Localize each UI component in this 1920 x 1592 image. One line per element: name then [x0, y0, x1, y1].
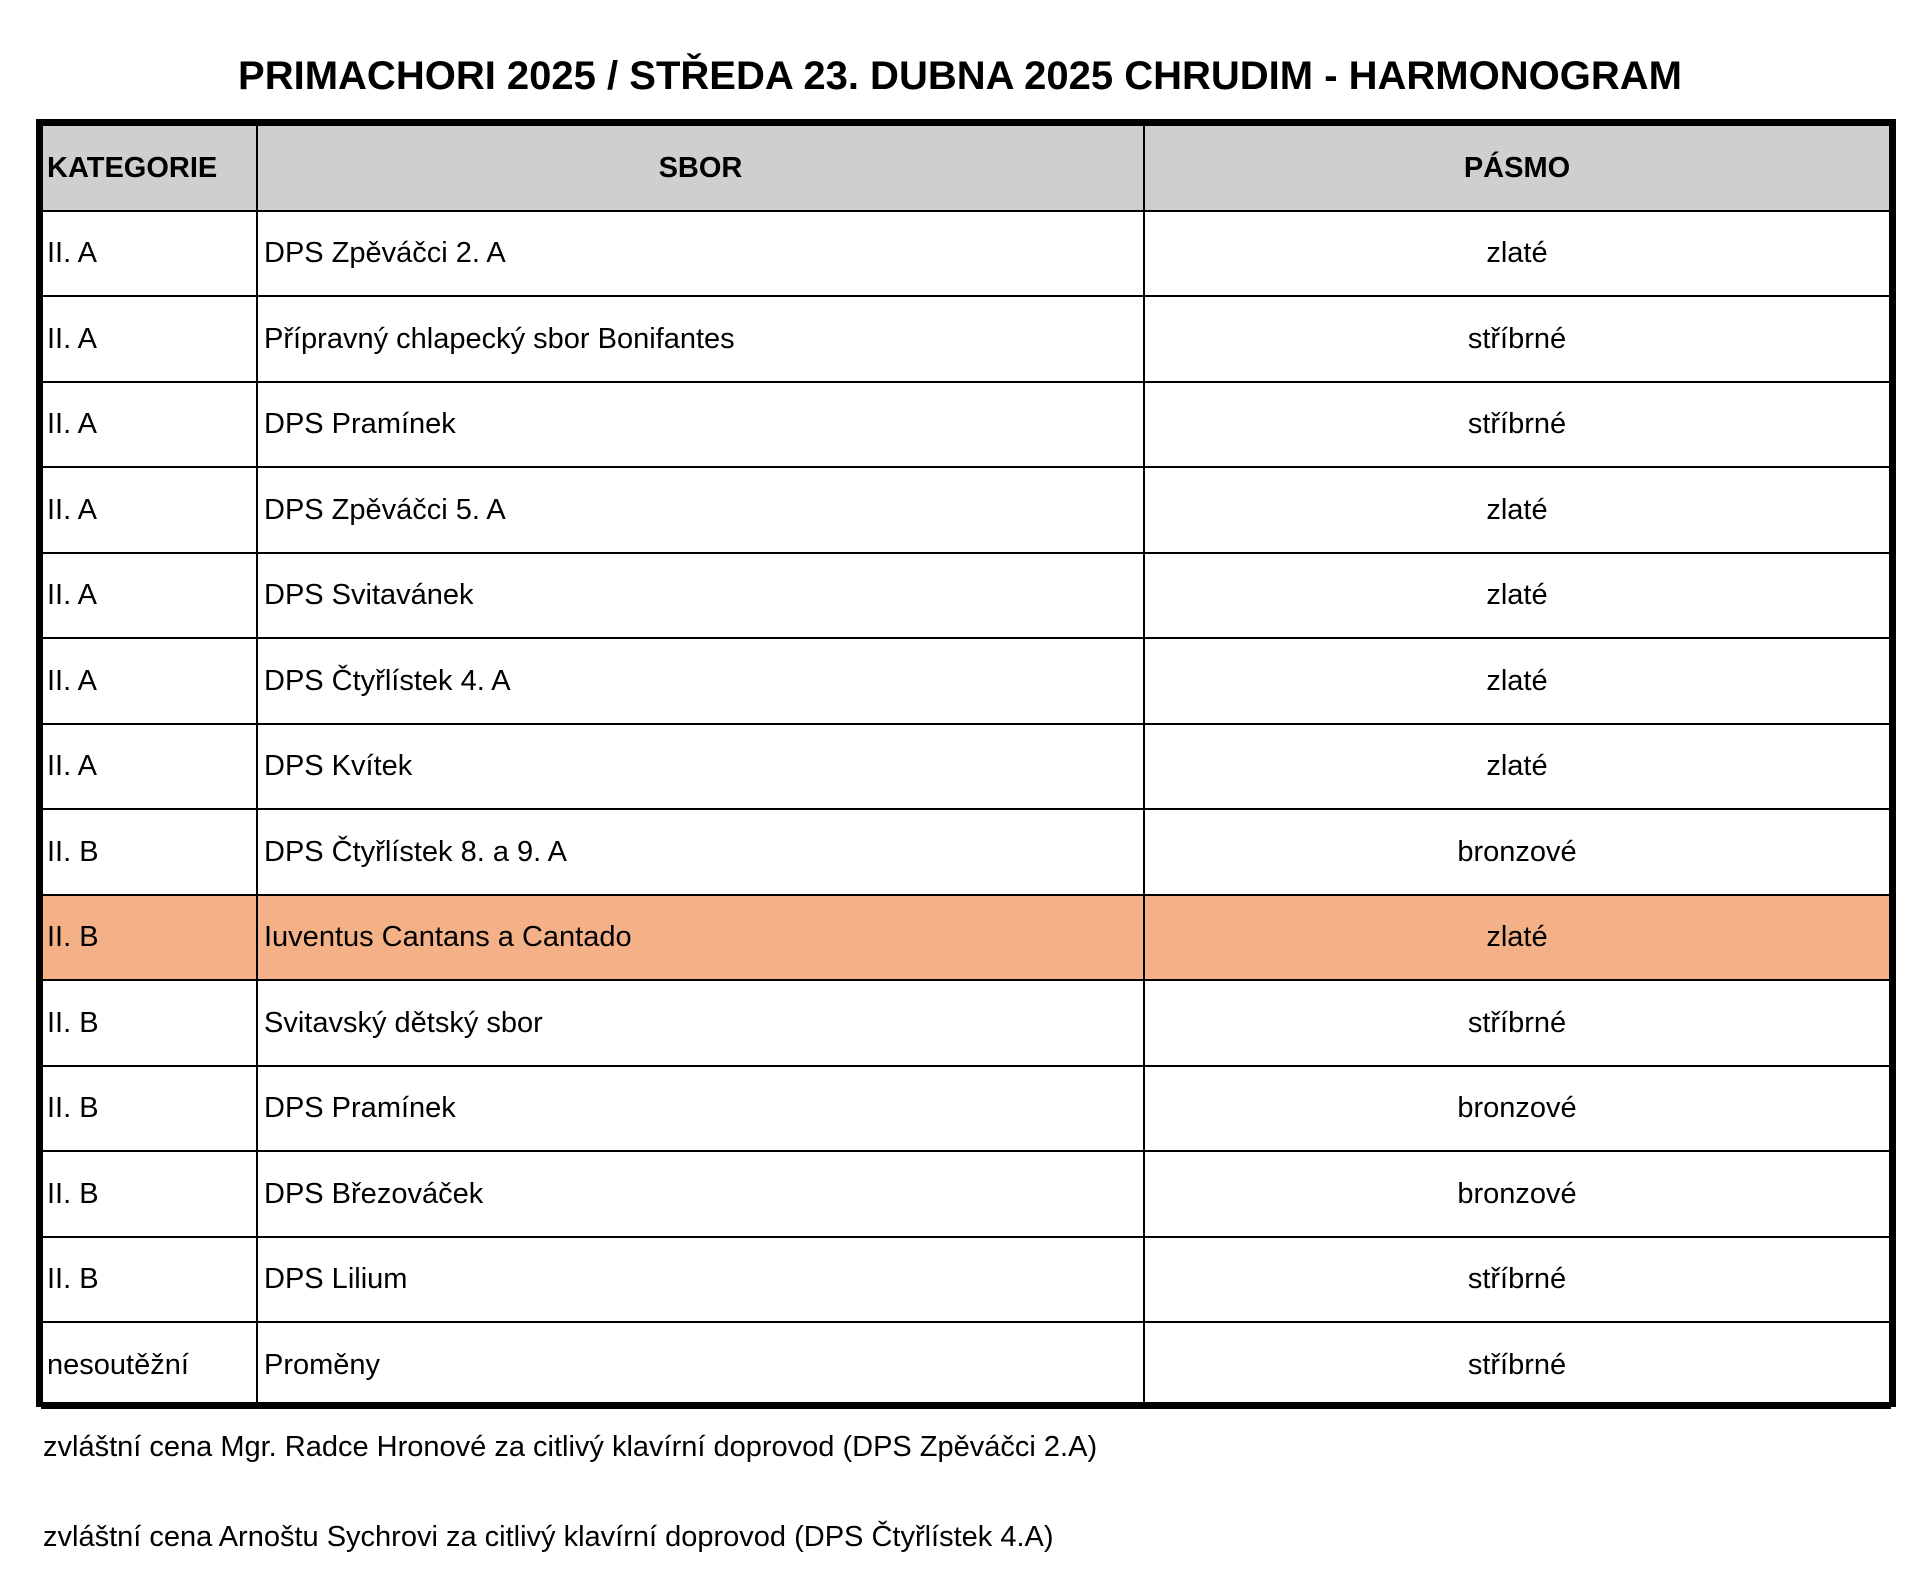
table-row — [42, 467, 1890, 553]
cell-kategorie: II. B — [42, 1066, 257, 1152]
cell-kategorie: II. A — [42, 724, 257, 810]
harmonogram-table-container — [36, 119, 1896, 1407]
cell-pasmo: bronzové — [1144, 809, 1890, 895]
cell-kategorie: II. B — [42, 980, 257, 1066]
cell-kategorie: II. A — [42, 638, 257, 724]
cell-pasmo: stříbrné — [1144, 1237, 1890, 1323]
cell-sbor: DPS Pramínek — [257, 1066, 1144, 1152]
table-row — [42, 1066, 1890, 1152]
table-row — [42, 638, 1890, 724]
cell-kategorie: II. B — [42, 809, 257, 895]
table-row — [42, 1322, 1890, 1408]
cell-kategorie: II. B — [42, 1151, 257, 1237]
special-award-note: zvláštní cena Mgr. Radce Hronové za citlivý klavírní doprovod (DPS Zpěváčci 2.A) — [43, 1431, 1098, 1463]
cell-pasmo: stříbrné — [1144, 296, 1890, 382]
cell-sbor: Svitavský dětský sbor — [257, 980, 1144, 1066]
header-sbor: SBOR — [257, 125, 1144, 211]
cell-kategorie: II. A — [42, 211, 257, 297]
cell-pasmo: zlaté — [1144, 211, 1890, 297]
cell-kategorie: nesoutěžní — [42, 1322, 257, 1408]
cell-sbor: DPS Čtyřlístek 4. A — [257, 638, 1144, 724]
table-row — [42, 980, 1890, 1066]
table-row-highlighted — [42, 895, 1890, 981]
cell-pasmo: stříbrné — [1144, 1322, 1890, 1408]
table-row — [42, 809, 1890, 895]
table-row — [42, 724, 1890, 810]
cell-pasmo: zlaté — [1144, 553, 1890, 639]
cell-sbor: DPS Čtyřlístek 8. a 9. A — [257, 809, 1144, 895]
cell-sbor: DPS Pramínek — [257, 382, 1144, 468]
cell-sbor: Iuventus Cantans a Cantado — [257, 895, 1144, 981]
table-row — [42, 382, 1890, 468]
table-header-row — [42, 125, 1890, 211]
cell-pasmo: bronzové — [1144, 1066, 1890, 1152]
cell-pasmo: stříbrné — [1144, 382, 1890, 468]
cell-pasmo: zlaté — [1144, 638, 1890, 724]
cell-pasmo: bronzové — [1144, 1151, 1890, 1237]
header-pasmo: PÁSMO — [1144, 125, 1890, 211]
cell-sbor: DPS Lilium — [257, 1237, 1144, 1323]
cell-sbor: DPS Zpěváčci 5. A — [257, 467, 1144, 553]
cell-sbor: DPS Zpěváčci 2. A — [257, 211, 1144, 297]
cell-kategorie: II. A — [42, 296, 257, 382]
cell-sbor: DPS Kvítek — [257, 724, 1144, 810]
harmonogram-table — [41, 124, 1891, 1409]
cell-pasmo: zlaté — [1144, 724, 1890, 810]
page-title: PRIMACHORI 2025 / STŘEDA 23. DUBNA 2025 CHRUDIM - HARMONOGRAM — [238, 54, 1682, 98]
cell-sbor: DPS Březováček — [257, 1151, 1144, 1237]
cell-kategorie: II. A — [42, 382, 257, 468]
table-row — [42, 1237, 1890, 1323]
special-award-note: zvláštní cena Arnoštu Sychrovi za citlivý klavírní doprovod (DPS Čtyřlístek 4.A) — [43, 1521, 1054, 1553]
cell-sbor: Přípravný chlapecký sbor Bonifantes — [257, 296, 1144, 382]
cell-sbor: Proměny — [257, 1322, 1144, 1408]
table-row — [42, 211, 1890, 297]
table-row — [42, 296, 1890, 382]
table-row — [42, 1151, 1890, 1237]
cell-kategorie: II. B — [42, 1237, 257, 1323]
cell-pasmo: zlaté — [1144, 467, 1890, 553]
cell-kategorie: II. B — [42, 895, 257, 981]
cell-kategorie: II. A — [42, 467, 257, 553]
header-kategorie: KATEGORIE — [42, 125, 257, 211]
cell-sbor: DPS Svitavánek — [257, 553, 1144, 639]
table-row — [42, 553, 1890, 639]
cell-pasmo: stříbrné — [1144, 980, 1890, 1066]
cell-pasmo: zlaté — [1144, 895, 1890, 981]
cell-kategorie: II. A — [42, 553, 257, 639]
